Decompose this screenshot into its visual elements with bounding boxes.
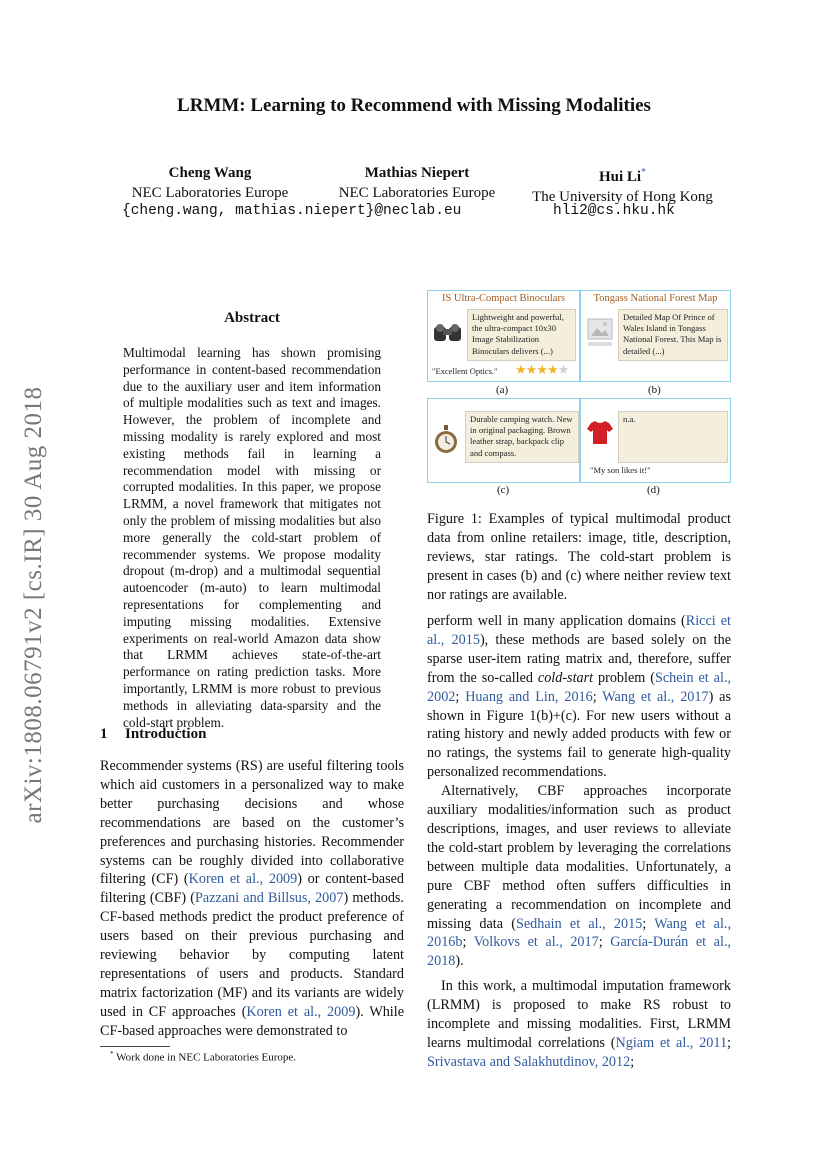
arxiv-identifier: arXiv:1808.06791v2 [cs.IR] 30 Aug 2018 [20, 386, 47, 824]
author-block-1 [130, 163, 290, 203]
footnote-mark: * [641, 167, 647, 178]
section-heading-introduction [100, 726, 206, 743]
paper-title: LRMM: Learning to Recommend with Missing Modalities [177, 95, 651, 116]
citation-link[interactable]: Wang et al., 2017 [602, 688, 709, 705]
citation-link[interactable]: Sedhain et al., 2015 [515, 915, 643, 932]
email-left: {cheng.wang, mathias.niepert}@neclab.eu [122, 203, 462, 219]
panel-description: Durable camping watch. New in original packaging. Brown leather strap, backpack clip and compass. [465, 411, 579, 463]
section-title: Introduction [125, 726, 207, 742]
citation-link[interactable]: Koren et al., 2009 [246, 1003, 356, 1020]
paragraph: perform well in many application domains (Ricci et al., 2015), these methods are based solely on the sparse user-item rating matrix and, therefore, suffer from the so-called cold-start problem (Schein et al., 2002; Huang and Lin, 2016; Wang et al., 2017) as shown in Figure 1(b)+(c). For new users without a rating history and newly added products with few or no ratings, the systems fail to generate high-quality personalized recommendations. [427, 613, 732, 781]
author-name: Cheng Wang [168, 165, 252, 181]
abstract-heading: Abstract [224, 310, 280, 326]
figure-panel-c [427, 398, 580, 483]
author-block-3 [515, 163, 730, 207]
panel-review: "My son likes it!" [590, 465, 651, 475]
right-column-text [427, 612, 731, 1072]
star-rating [515, 362, 568, 378]
panel-title: IS Ultra-Compact Binoculars [441, 293, 566, 304]
citation-link[interactable]: Wang et al., 2016b [427, 915, 732, 951]
panel-label: (d) [647, 484, 660, 496]
author-affiliation: NEC Laboratories Europe [131, 185, 289, 201]
arxiv-side-stamp [14, 355, 54, 855]
panel-description: Detailed Map Of Prince of Wales Island in Tongass National Forest. This Map is detailed (...) [618, 309, 728, 361]
panel-title: Tongass National Forest Map [593, 293, 718, 304]
author-name: Mathias Niepert [364, 165, 470, 181]
pocket-watch-icon [434, 425, 458, 455]
star-icon: ★ [536, 362, 547, 377]
panel-label: (c) [497, 484, 510, 496]
footnote-rule [100, 1046, 170, 1047]
citation-link[interactable]: García-Durán et al., 2018 [427, 934, 731, 970]
star-icon: ★ [525, 362, 537, 377]
footnote: * Work done in NEC Laboratories Europe. [110, 1050, 297, 1064]
citation-link[interactable]: Huang and Lin, 2016 [465, 688, 593, 705]
paragraph: In this work, a multimodal imputation framework (LRMM) is proposed to make RS robust to incomplete and missing modalities. First, LRMM learns multimodal correlations (Ngiam et al., 2011; Srivastava and Salakhutdinov, 2012; [427, 978, 731, 1070]
panel-description: n.a. [618, 411, 728, 463]
figure-panel-b [580, 290, 731, 382]
intro-paragraph: Recommender systems (RS) are useful filtering tools which aid customers in a personalized way to make better purchasing decisions and whose recommendations are based on the customer’s preferences and purchasing histories. Recommender systems can be roughly divided into collaborative filtering (CF) (Koren et al., 2009) or content-based filtering (CBF) (Pazzani and Billsus, 2007) methods. CF-based methods predict the product preference of users based on their previous purchasing and reviewing behavior by computing latent representations of users and products. Standard matrix factorization (MF) and its variants are widely used in CF approaches (Koren et al., 2009). While CF-based approaches were demonstrated to [100, 758, 404, 1039]
author-name: Hui Li* [598, 167, 647, 185]
paragraph: Alternatively, CBF approaches incorporate auxiliary modalities/information such as product descriptions, images, and user reviews to alleviate the cold-start problem by leveraging the correlations between multiple data modalities. Unfortunately, a pure CBF method often suffers difficulties in generating a recommendation on incomplete and missing data (Sedhain et al., 2015; Wang et al., 2016b; Volkovs et al., 2017; García-Durán et al., 2018). [427, 783, 732, 970]
author-affiliation: The University of Hong Kong [532, 189, 713, 205]
citation-link[interactable]: Pazzani and Billsus, 2007 [195, 890, 344, 907]
author-affiliation: NEC Laboratories Europe [338, 185, 496, 201]
panel-description: Lightweight and powerful, the ultra-compact 10x30 Image Stabilization Binoculars delivers (...) [467, 309, 576, 361]
star-icon: ★ [515, 362, 526, 377]
citation-link[interactable]: Ngiam et al., 2011 [615, 1034, 728, 1051]
citation-link[interactable]: Volkovs et al., 2017 [473, 934, 599, 951]
citation-link[interactable]: Ricci et al., 2015 [427, 613, 731, 648]
image-placeholder-icon [587, 318, 613, 348]
email-right: hli2@cs.hku.hk [553, 203, 675, 219]
binoculars-icon [433, 321, 463, 343]
section-number: 1 [100, 726, 108, 742]
citation-link[interactable]: Srivastava and Salakhutdinov, 2012 [427, 1053, 631, 1070]
star-icon: ★ [546, 362, 558, 377]
author-block-2 [322, 163, 512, 203]
red-shirt-icon [587, 419, 613, 445]
panel-label: (a) [496, 384, 509, 396]
citation-link[interactable]: Schein et al., 2002 [427, 669, 731, 705]
abstract-text: Multimodal learning has shown promising performance in content-based recommendation due to the auxiliary user and item information of multiple modalities such as text and images. However, the problem of incomplete and missing modality is rarely explored and most existing methods fail in learning a recommendation model with missing or corrupted modalities. In this paper, we propose LRMM, a novel framework that mitigates not only the problem of missing modalities but also more generally the cold-start problem of recommender systems. We propose modality dropout (m-drop) and a multimodal sequential autoencoder (m-auto) to learn multimodal representations for complementing and imputing missing modalities. Extensive experiments on real-world Amazon data show that LRMM achieves state-of-the-art performance on rating prediction tasks. More importantly, LRMM is more robust to previous methods in alleviating data-sparsity and the cold-start problem. [123, 345, 381, 730]
figure-panel-d [580, 398, 731, 483]
panel-review: "Excellent Optics." [432, 366, 498, 376]
star-icon: ★ [557, 362, 569, 377]
figure-panel-a [427, 290, 580, 382]
figure-caption: Figure 1: Examples of typical multimodal product data from online retailers: image, title, description, reviews, star ratings. The cold-start problem is present in cases (b) and (c) where neither review text nor ratings are available. [427, 511, 731, 603]
panel-label: (b) [648, 384, 661, 396]
citation-link[interactable]: Koren et al., 2009 [188, 871, 298, 888]
